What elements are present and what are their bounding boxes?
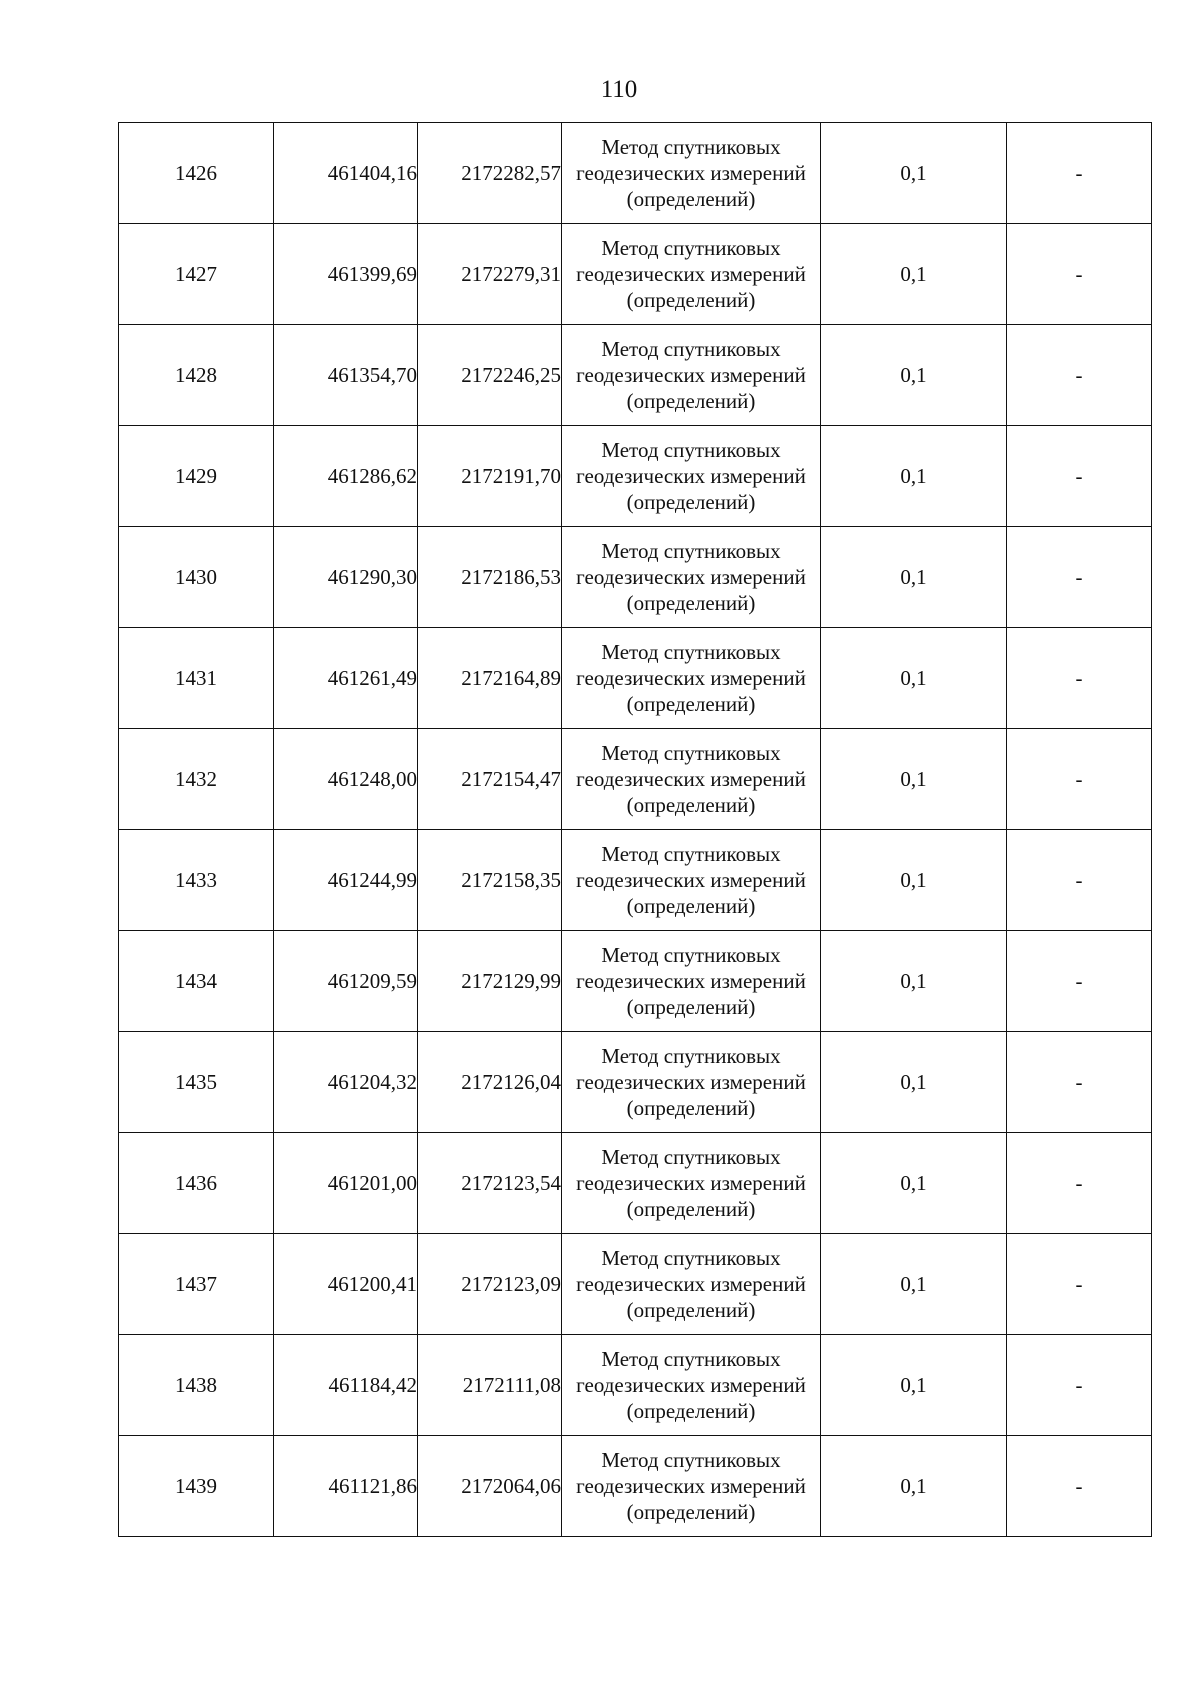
point-number-cell: 1435 (119, 1032, 274, 1133)
method-cell (562, 1032, 821, 1133)
table-row (119, 123, 1152, 224)
method-line: геодезических измерений (576, 1070, 806, 1094)
method-line: Метод спутниковых (601, 741, 781, 765)
accuracy-cell: 0,1 (821, 1032, 1007, 1133)
point-number-cell: 1429 (119, 426, 274, 527)
method-cell (562, 426, 821, 527)
accuracy-cell: 0,1 (821, 527, 1007, 628)
method-line: (определений) (626, 1096, 756, 1120)
method-line: геодезических измерений (576, 565, 806, 589)
x-coordinate-cell: 461244,99 (274, 830, 418, 931)
accuracy-cell: 0,1 (821, 224, 1007, 325)
method-line: (определений) (626, 793, 756, 817)
method-line: (определений) (626, 187, 756, 211)
method-line: геодезических измерений (576, 1474, 806, 1498)
x-coordinate-cell: 461261,49 (274, 628, 418, 729)
point-number-cell: 1431 (119, 628, 274, 729)
note-cell: - (1007, 527, 1152, 628)
y-coordinate-cell: 2172064,06 (418, 1436, 562, 1537)
note-cell: - (1007, 325, 1152, 426)
x-coordinate-cell: 461200,41 (274, 1234, 418, 1335)
method-line: геодезических измерений (576, 767, 806, 791)
method-line: геодезических измерений (576, 666, 806, 690)
method-cell (562, 1436, 821, 1537)
method-cell (562, 1133, 821, 1234)
method-line: (определений) (626, 995, 756, 1019)
method-cell (562, 224, 821, 325)
method-line: (определений) (626, 490, 756, 514)
accuracy-cell: 0,1 (821, 426, 1007, 527)
accuracy-cell: 0,1 (821, 830, 1007, 931)
x-coordinate-cell: 461209,59 (274, 931, 418, 1032)
point-number-cell: 1437 (119, 1234, 274, 1335)
method-line: (определений) (626, 389, 756, 413)
x-coordinate-cell: 461399,69 (274, 224, 418, 325)
x-coordinate-cell: 461290,30 (274, 527, 418, 628)
method-line: геодезических измерений (576, 969, 806, 993)
y-coordinate-cell: 2172129,99 (418, 931, 562, 1032)
method-cell (562, 325, 821, 426)
table-row (119, 1436, 1152, 1537)
method-line: Метод спутниковых (601, 640, 781, 664)
method-line: геодезических измерений (576, 1272, 806, 1296)
accuracy-cell: 0,1 (821, 1335, 1007, 1436)
accuracy-cell: 0,1 (821, 931, 1007, 1032)
note-cell: - (1007, 1335, 1152, 1436)
method-line: Метод спутниковых (601, 236, 781, 260)
x-coordinate-cell: 461354,70 (274, 325, 418, 426)
y-coordinate-cell: 2172123,09 (418, 1234, 562, 1335)
note-cell: - (1007, 931, 1152, 1032)
method-cell (562, 1234, 821, 1335)
table-row (119, 1335, 1152, 1436)
method-line: геодезических измерений (576, 868, 806, 892)
x-coordinate-cell: 461204,32 (274, 1032, 418, 1133)
method-line: Метод спутниковых (601, 1246, 781, 1270)
method-cell (562, 729, 821, 830)
note-cell: - (1007, 628, 1152, 729)
accuracy-cell: 0,1 (821, 628, 1007, 729)
y-coordinate-cell: 2172191,70 (418, 426, 562, 527)
y-coordinate-cell: 2172158,35 (418, 830, 562, 931)
x-coordinate-cell: 461121,86 (274, 1436, 418, 1537)
method-line: (определений) (626, 1500, 756, 1524)
note-cell: - (1007, 1133, 1152, 1234)
method-line: (определений) (626, 894, 756, 918)
method-line: геодезических измерений (576, 363, 806, 387)
method-line: (определений) (626, 692, 756, 716)
method-line: геодезических измерений (576, 262, 806, 286)
y-coordinate-cell: 2172154,47 (418, 729, 562, 830)
method-line: Метод спутниковых (601, 1145, 781, 1169)
method-cell (562, 628, 821, 729)
table-row (119, 325, 1152, 426)
table-row (119, 224, 1152, 325)
table-row (119, 1133, 1152, 1234)
table-row (119, 931, 1152, 1032)
table-row (119, 1032, 1152, 1133)
method-line: Метод спутниковых (601, 539, 781, 563)
table-row (119, 527, 1152, 628)
method-line: Метод спутниковых (601, 943, 781, 967)
x-coordinate-cell: 461201,00 (274, 1133, 418, 1234)
y-coordinate-cell: 2172123,54 (418, 1133, 562, 1234)
y-coordinate-cell: 2172186,53 (418, 527, 562, 628)
method-line: Метод спутниковых (601, 135, 781, 159)
point-number-cell: 1436 (119, 1133, 274, 1234)
method-line: (определений) (626, 1399, 756, 1423)
x-coordinate-cell: 461404,16 (274, 123, 418, 224)
table-row (119, 1234, 1152, 1335)
accuracy-cell: 0,1 (821, 1133, 1007, 1234)
method-line: геодезических измерений (576, 1171, 806, 1195)
x-coordinate-cell: 461248,00 (274, 729, 418, 830)
table-row (119, 830, 1152, 931)
y-coordinate-cell: 2172164,89 (418, 628, 562, 729)
method-cell (562, 123, 821, 224)
y-coordinate-cell: 2172126,04 (418, 1032, 562, 1133)
method-line: (определений) (626, 591, 756, 615)
y-coordinate-cell: 2172282,57 (418, 123, 562, 224)
accuracy-cell: 0,1 (821, 325, 1007, 426)
method-line: Метод спутниковых (601, 842, 781, 866)
method-line: Метод спутниковых (601, 1448, 781, 1472)
y-coordinate-cell: 2172279,31 (418, 224, 562, 325)
table-row (119, 426, 1152, 527)
accuracy-cell: 0,1 (821, 1436, 1007, 1537)
accuracy-cell: 0,1 (821, 729, 1007, 830)
note-cell: - (1007, 224, 1152, 325)
table-row (119, 729, 1152, 830)
method-line: геодезических измерений (576, 1373, 806, 1397)
method-line: геодезических измерений (576, 464, 806, 488)
method-line: геодезических измерений (576, 161, 806, 185)
table-body (119, 123, 1152, 1537)
method-cell (562, 931, 821, 1032)
note-cell: - (1007, 123, 1152, 224)
method-line: Метод спутниковых (601, 438, 781, 462)
x-coordinate-cell: 461286,62 (274, 426, 418, 527)
point-number-cell: 1430 (119, 527, 274, 628)
x-coordinate-cell: 461184,42 (274, 1335, 418, 1436)
coordinates-table (118, 122, 1152, 1537)
method-line: Метод спутниковых (601, 1044, 781, 1068)
method-line: Метод спутниковых (601, 337, 781, 361)
note-cell: - (1007, 426, 1152, 527)
method-line: (определений) (626, 1197, 756, 1221)
point-number-cell: 1439 (119, 1436, 274, 1537)
point-number-cell: 1427 (119, 224, 274, 325)
y-coordinate-cell: 2172246,25 (418, 325, 562, 426)
method-line: (определений) (626, 288, 756, 312)
point-number-cell: 1433 (119, 830, 274, 931)
table-row (119, 628, 1152, 729)
note-cell: - (1007, 729, 1152, 830)
accuracy-cell: 0,1 (821, 1234, 1007, 1335)
point-number-cell: 1426 (119, 123, 274, 224)
point-number-cell: 1428 (119, 325, 274, 426)
point-number-cell: 1438 (119, 1335, 274, 1436)
accuracy-cell: 0,1 (821, 123, 1007, 224)
method-cell (562, 830, 821, 931)
note-cell: - (1007, 1234, 1152, 1335)
page-number: 110 (600, 76, 638, 103)
method-cell (562, 1335, 821, 1436)
y-coordinate-cell: 2172111,08 (418, 1335, 562, 1436)
note-cell: - (1007, 1436, 1152, 1537)
method-line: (определений) (626, 1298, 756, 1322)
point-number-cell: 1432 (119, 729, 274, 830)
method-cell (562, 527, 821, 628)
method-line: Метод спутниковых (601, 1347, 781, 1371)
note-cell: - (1007, 830, 1152, 931)
note-cell: - (1007, 1032, 1152, 1133)
point-number-cell: 1434 (119, 931, 274, 1032)
